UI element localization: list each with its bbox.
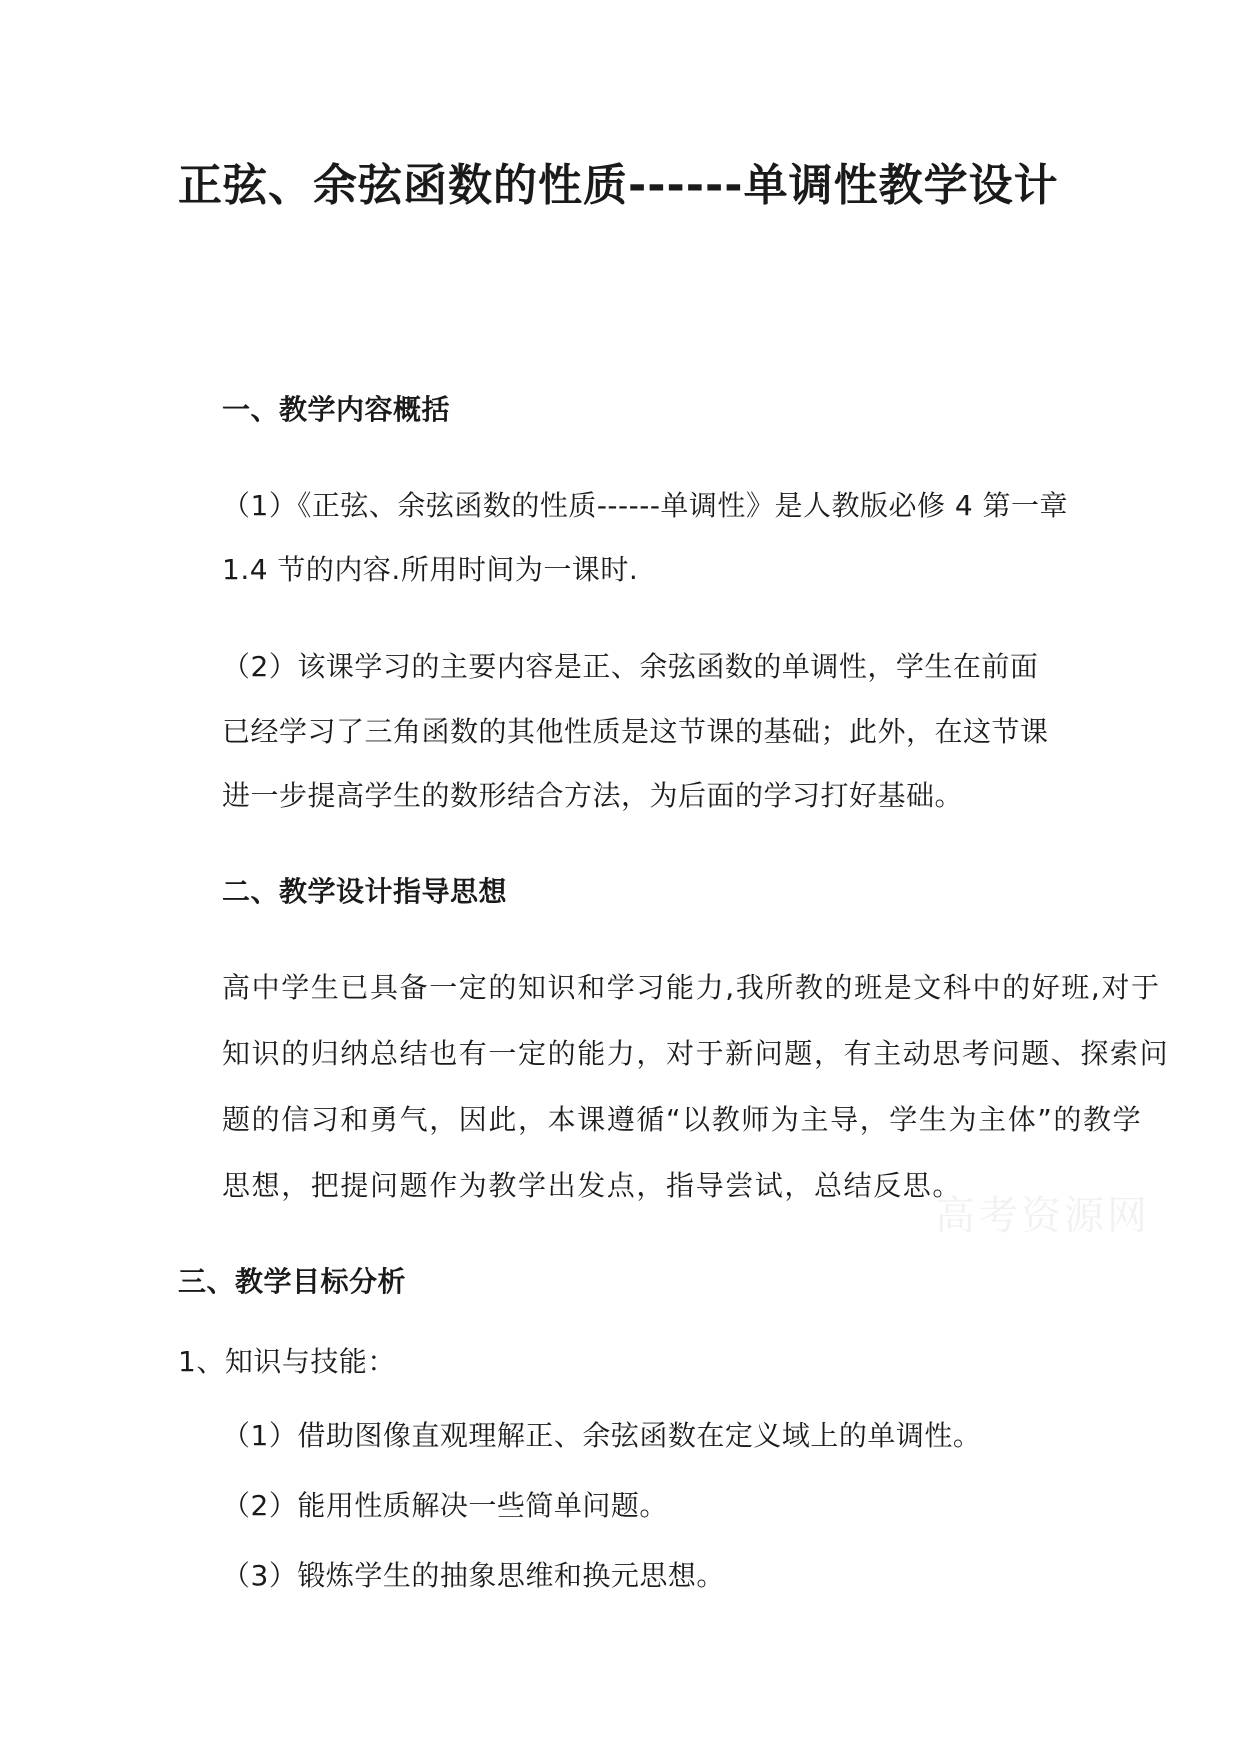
section-2-line-3: 题的信习和勇气，因此，本课遵循“以教师为主导，学生为主体”的教学	[222, 1103, 1143, 1136]
section-1-paragraph-2-line-1: （2）该课学习的主要内容是正、余弦函数的单调性，学生在前面	[222, 650, 1039, 683]
section-1-paragraph-2-line-3: 进一步提高学生的数形结合方法，为后面的学习打好基础。	[222, 779, 964, 812]
section-3-subheading-knowledge-skills: 1、知识与技能：	[178, 1345, 396, 1378]
section-2-line-1: 高中学生已具备一定的知识和学习能力,我所教的班是文科中的好班,对于	[222, 971, 1161, 1004]
section-2-heading: 二、教学设计指导思想	[222, 875, 508, 908]
section-1-paragraph-2-line-2: 已经学习了三角函数的其他性质是这节课的基础；此外，在这节课	[222, 715, 1049, 748]
document-title: 正弦、余弦函数的性质------单调性教学设计	[178, 160, 1059, 211]
section-3-item-1: （1）借助图像直观理解正、余弦函数在定义域上的单调性。	[222, 1419, 982, 1452]
section-3-heading: 三、教学目标分析	[178, 1265, 407, 1298]
section-1-heading: 一、教学内容概括	[222, 393, 451, 426]
section-3-item-3: （3）锻炼学生的抽象思维和换元思想。	[222, 1559, 725, 1592]
section-2-line-4: 思想，把提问题作为教学出发点，指导尝试，总结反思。	[222, 1169, 963, 1202]
watermark-text: 高考资源网	[935, 1193, 1150, 1239]
section-1-paragraph-1-line-1: （1）《正弦、余弦函数的性质------单调性》是人教版必修 4 第一章	[222, 489, 1069, 522]
section-3-item-2: （2）能用性质解决一些简单问题。	[222, 1489, 668, 1522]
section-2-line-2: 知识的归纳总结也有一定的能力，对于新问题，有主动思考问题、探索问	[222, 1037, 1170, 1070]
section-1-paragraph-1-line-2: 1.4 节的内容.所用时间为一课时.	[222, 553, 639, 586]
